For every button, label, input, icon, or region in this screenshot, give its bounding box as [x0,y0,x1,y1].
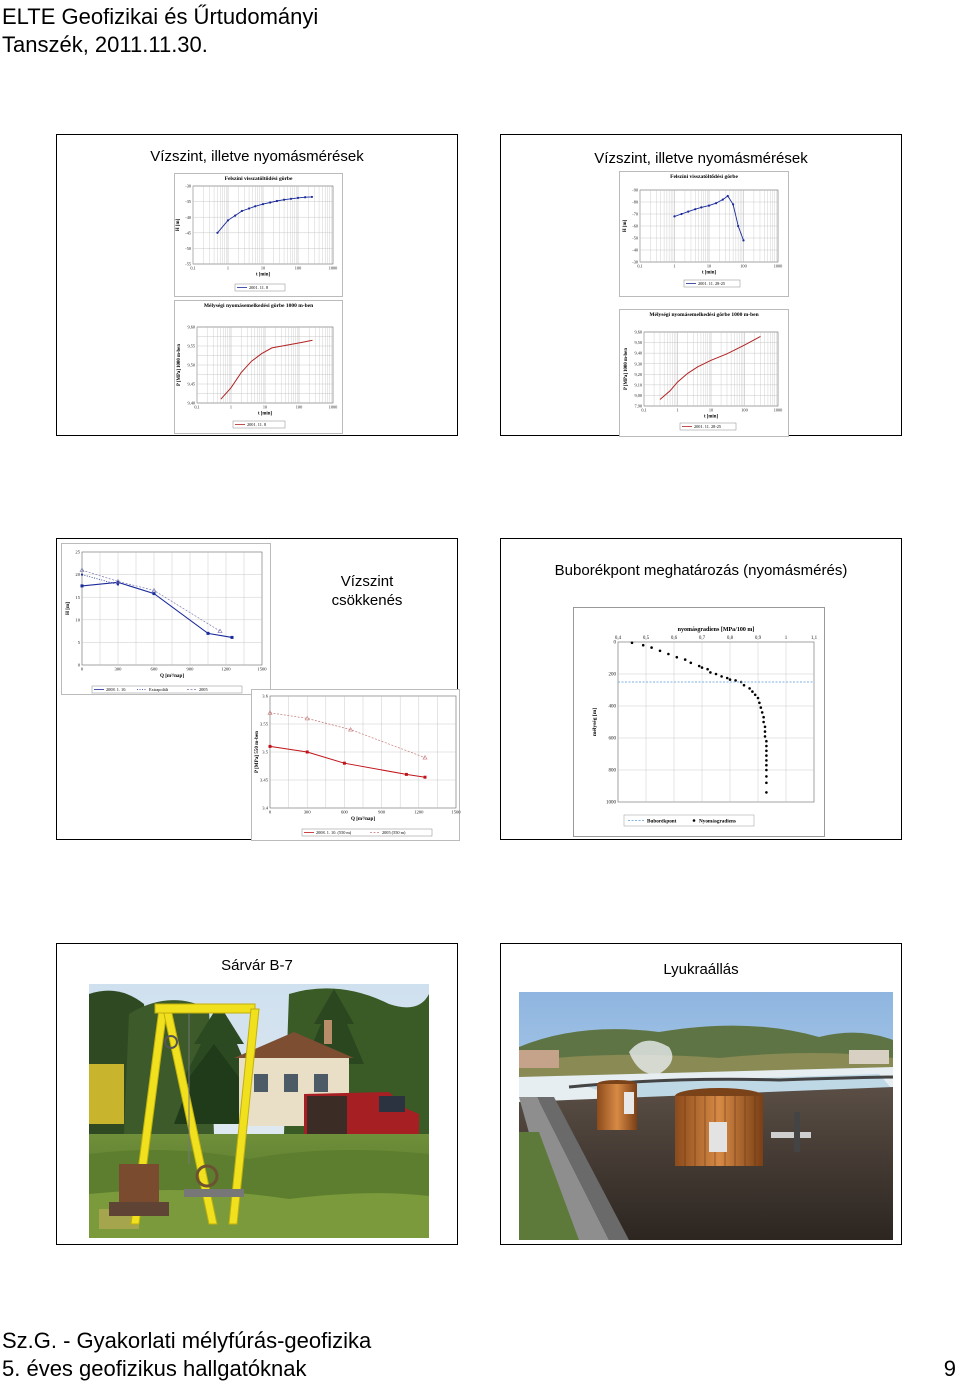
x-tick-label: 1 [229,404,233,410]
chart-pressure-gradient [573,607,825,837]
chart-title: Mélységi nyomásemelkedési görbe 1000 m-ben [203,303,314,309]
data-point [659,650,662,653]
x-tick-label: 900 [186,666,194,672]
data-point [81,574,83,576]
chart-svg [252,690,459,840]
chart-svg [175,301,342,433]
legend-label: 2001. 11. 8 [247,422,267,428]
data-point [757,697,760,700]
data-point [765,791,768,794]
x-tick-label: 600 [340,809,348,815]
data-point [708,205,710,207]
data-point [694,208,696,210]
data-point [290,198,292,200]
data-point [732,203,734,205]
legend-label: 2001. 11. 28-25 [694,424,722,430]
chart-title: Felszíni visszatöltődési görbe [224,176,293,182]
y-tick-label: -90 [632,187,638,193]
x-tick-label: 0,4 [614,636,622,641]
data-point [765,782,768,785]
chart-svg [620,310,788,436]
chart-title: Mélységi nyomásemelkedési görbe 1000 m-ben [649,312,759,318]
data-point [715,202,717,204]
x-tick-label: 0,1 [641,407,647,413]
data-point [734,679,737,682]
x-tick-label: 600 [150,666,158,672]
y-tick-label: 0 [77,662,80,668]
data-point [262,203,264,205]
data-point [765,769,768,772]
legend-label: 2001. 11. 8 [249,285,269,291]
y-tick-label: 9,45 [187,381,195,387]
y-tick-label: -70 [632,211,638,217]
y-tick-label: 9,40 [187,400,195,406]
chart-svg [62,544,270,694]
y-tick-label: 9,00 [634,393,642,399]
y-tick-label: 400 [608,704,616,710]
data-point [231,636,234,639]
y-axis-label: H [m] [65,602,71,615]
slide-title: Buborékpont meghatározás (nyomásmérés) [554,562,848,579]
x-axis-label: t [min] [256,272,270,278]
y-tick-label: -60 [632,223,638,229]
x-tick-label: 900 [378,809,386,815]
x-tick-label: 10 [708,407,714,413]
x-tick-label: 1 [226,265,230,271]
data-point [269,201,271,203]
data-point [760,706,763,709]
data-point [715,673,718,676]
x-tick-label: 10 [706,263,712,269]
data-point [706,668,709,671]
data-point [751,690,754,693]
data-point [667,653,670,656]
y-tick-label: 3.6 [262,693,268,699]
data-point [765,775,768,778]
x-tick-label: 1000 [328,404,338,410]
chart-water-level-drawdown [61,543,271,695]
y-tick-label: 25 [75,549,80,555]
x-tick-label: 1200 [414,809,424,815]
data-point [722,199,724,201]
x-tick-label: 1 [784,636,788,641]
y-tick-label: 20 [75,572,80,578]
data-point [311,196,313,198]
data-point [424,776,427,779]
y-tick-label: -30 [185,183,191,189]
y-axis-label: P [MPa] 550 m-ben [254,730,260,774]
y-tick-label: 9,20 [634,371,642,377]
data-point [269,745,272,748]
data-point [117,583,119,585]
footer-line2: 5. éves geofizikus hallgatóknak [2,1356,307,1381]
legend-label: Extrapolált [149,687,169,693]
data-point [700,206,702,208]
photo-illustration [89,984,429,1238]
y-tick-label: 0 [613,640,616,646]
data-point [765,740,768,743]
data-point [758,702,761,705]
x-axis-label: t [min] [702,270,716,276]
data-point [748,687,751,690]
data-point [727,195,729,197]
data-point [729,678,732,681]
data-point [737,225,739,227]
data-point [765,750,768,753]
photo-illustration [519,992,893,1240]
y-axis-label: H [m] [176,218,181,232]
chart-svg [620,172,788,296]
data-point [684,658,687,661]
data-point [764,735,767,738]
x-tick-label: 10 [260,265,266,271]
slide-4 [500,538,902,840]
x-tick-label: 0,1 [194,404,200,410]
data-point [762,721,765,724]
header-title-line1: ELTE Geofizikai és Űrtudományi [2,4,319,29]
slide-title: Lyukraállás [663,961,739,978]
y-tick-label: 7,90 [634,403,642,409]
data-point [304,196,306,198]
data-point [673,215,675,217]
data-point [254,205,256,207]
footer-line1: Sz.G. - Gyakorlati mélyfúrás-geofizika [2,1328,372,1353]
y-tick-label: 9,55 [187,343,195,349]
x-tick-label: 0 [268,809,272,815]
x-tick-label: 0,1 [637,263,643,269]
data-point [650,646,653,649]
y-tick-label: -30 [632,259,638,265]
data-point [306,751,309,754]
data-point [227,219,229,221]
data-point [765,764,768,767]
data-point [676,656,679,659]
data-point [241,210,243,212]
header-title-line2: Tanszék, 2011.11.30. [2,32,208,57]
x-tick-label: 0,5 [642,636,650,641]
y-tick-label: 15 [75,594,80,600]
x-axis-label: Q [m³/nap] [159,673,185,680]
slide-5 [56,943,458,1245]
page-number: 9 [943,1356,956,1381]
y-tick-label: 5 [77,640,80,645]
slide-title: Vízszint, illetve nyomásmérések [150,148,364,165]
x-axis-label: Q [m³/nap] [350,816,376,823]
data-point [709,671,712,674]
data-point [765,745,768,748]
data-point [764,726,767,729]
x-tick-label: 1 [673,263,676,269]
data-point [297,197,299,199]
y-axis-label: mélység [m] [592,707,598,737]
data-point [680,213,682,215]
data-point [754,694,757,697]
data-point [764,730,767,733]
x-tick-label: 1000 [773,263,783,269]
legend-label: 2005 (550 m) [382,830,406,836]
legend-label: Nyomásgradiens [699,818,736,825]
data-point [283,199,285,201]
x-tick-label: 1000 [773,407,783,413]
wellsite-photo [519,992,893,1240]
data-point [720,675,723,678]
x-axis-title: nyomásgradiens [MPa/100 m] [677,627,755,633]
chart-pressure-vs-rate [251,689,460,841]
data-point [761,711,764,714]
x-tick-label: 100 [294,265,302,271]
plot-area [618,642,814,802]
data-point [207,632,210,635]
y-axis-label: P [MPa] 1000 m-ben [177,344,182,386]
y-tick-label: 9,50 [634,340,642,346]
data-point [765,759,768,762]
y-tick-label: -80 [632,199,638,205]
x-tick-label: 0,7 [698,636,706,641]
chart-title: Felszíni visszatöltődési görbe [670,174,738,180]
y-tick-label: -45 [185,230,191,236]
data-point [405,773,408,776]
x-axis-label: t [min] [704,414,718,420]
y-tick-label: 3.5 [262,749,268,755]
x-tick-label: 1500 [451,809,461,815]
y-axis-label: P [MPa] 1000 m-ben [624,348,629,390]
slide-2 [500,134,902,436]
y-tick-label: -50 [632,235,638,241]
chart-surface-recovery [174,173,343,297]
y-tick-label: 3.55 [259,721,268,727]
x-tick-label: 100 [295,404,303,410]
data-point [248,207,250,209]
data-point [690,662,693,665]
y-tick-label: 3.45 [259,777,268,783]
legend-swatch [693,819,696,822]
y-tick-label: 1000 [606,800,616,806]
data-point [687,211,689,213]
y-tick-label: 9,30 [634,361,642,367]
y-tick-label: 3.4 [262,805,268,811]
data-point [762,716,765,719]
slide-title: Sárvár B-7 [221,957,293,974]
legend-label: 2008. 1. 10. (550 m) [316,830,352,836]
x-tick-label: 0,8 [726,636,734,641]
x-tick-label: 0,6 [670,636,678,641]
x-tick-label: 1200 [221,666,231,672]
legend-label: 2008. 1. 10. [106,687,127,693]
x-axis-label: t [min] [258,411,272,417]
y-tick-label: 200 [608,672,616,678]
y-tick-label: 10 [75,617,80,623]
data-point [234,215,236,217]
y-tick-label: 800 [608,768,616,774]
slide-1 [56,134,458,436]
chart-depth-pressure [174,300,343,434]
drilling-rig-photo [89,984,429,1238]
y-tick-label: -40 [632,247,638,253]
data-point [153,592,156,595]
x-tick-label: 1000 [328,265,338,271]
slide-6 [500,943,902,1245]
chart-depth-pressure [619,309,789,437]
x-tick-label: 1,1 [810,636,818,641]
y-tick-label: -50 [185,246,191,251]
y-tick-label: 9,10 [634,382,642,388]
data-point [765,754,768,757]
x-tick-label: 10 [262,404,268,410]
data-point [642,644,645,647]
y-axis-label: H [m] [623,219,628,233]
y-tick-label: -55 [185,261,191,267]
legend-label: 2005 [199,687,208,693]
slide-title: Vízszint, illetve nyomásmérések [594,150,808,167]
y-tick-label: 9,60 [634,329,642,335]
x-tick-label: 100 [741,407,748,413]
y-tick-label: 9,50 [187,362,195,368]
y-tick-label: 9,60 [187,324,195,330]
slide-3 [56,538,461,840]
data-point [343,762,346,765]
data-point [216,232,218,234]
x-tick-label: 100 [740,263,747,269]
data-point [698,665,701,668]
chart-surface-recovery [619,171,789,297]
chart-svg [574,608,824,836]
data-point [726,677,729,680]
x-tick-label: 1 [676,407,679,413]
y-tick-label: 9,40 [634,350,642,356]
data-point [742,239,744,241]
slide-title-line2: csökkenés [331,592,403,609]
x-tick-label: 300 [303,809,311,815]
x-tick-label: 300 [114,666,122,672]
data-point [276,200,278,202]
y-tick-label: 600 [608,736,616,742]
x-tick-label: 1500 [257,666,267,672]
x-tick-label: 0 [80,666,84,672]
legend-label: Buborékpont [647,818,677,825]
legend-label: 2001. 11. 28-25 [698,281,726,287]
x-tick-label: 0,1 [190,265,196,271]
x-tick-label: 0,9 [754,636,762,641]
y-tick-label: -40 [185,214,191,220]
data-point [701,666,704,669]
y-tick-label: -35 [185,199,191,205]
data-point [631,642,634,645]
data-point [81,584,84,587]
data-point [743,684,746,687]
slide-title-line1: Vízszint [340,573,394,590]
chart-svg [175,174,342,296]
